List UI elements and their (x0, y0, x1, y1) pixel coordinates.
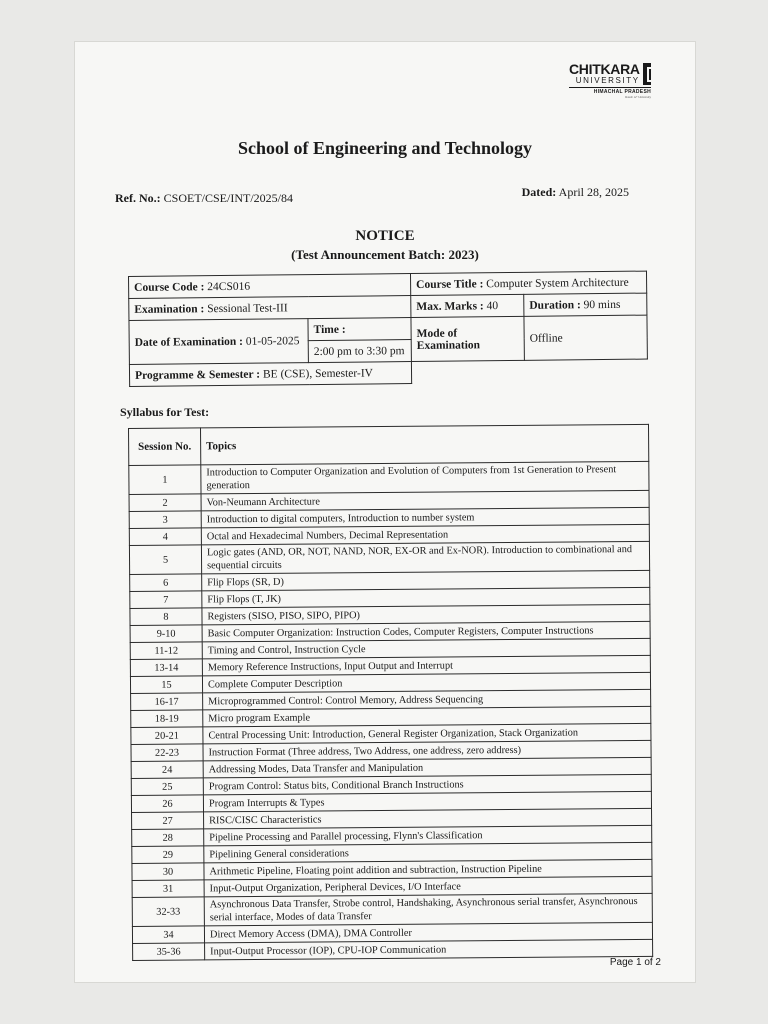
topic: RISC/CISC Characteristics (204, 808, 652, 829)
time-label-cell: Time : (308, 318, 411, 341)
session-number: 6 (130, 574, 202, 592)
session-number: 8 (130, 608, 202, 626)
time-value-cell: 2:00 pm to 3:30 pm (308, 340, 411, 363)
topic: Input-Output Processor (IOP), CPU-IOP Communication (205, 939, 653, 960)
topic: Addressing Modes, Data Transfer and Manipulation (203, 757, 651, 778)
reference-number (115, 191, 293, 206)
topic: Basic Computer Organization: Instruction Codes, Computer Registers, Computer Instructions (202, 621, 650, 642)
session-number: 20-21 (131, 727, 203, 745)
duration-cell: Duration : 90 mins (524, 293, 647, 316)
session-number: 2 (129, 494, 201, 512)
session-number: 28 (132, 829, 204, 847)
session-number: 22-23 (131, 744, 203, 762)
session-number: 31 (132, 880, 204, 898)
session-number: 13-14 (130, 659, 202, 677)
topic: Memory Reference Instructions, Input Output and Interrupt (202, 655, 650, 676)
topic: Flip Flops (T, JK) (202, 587, 650, 608)
mode-value-cell: Offline (524, 315, 647, 360)
topic: Pipelining General considerations (204, 842, 652, 863)
topic: Micro program Example (203, 706, 651, 727)
examination-cell: Examination : Sessional Test-III (129, 296, 411, 321)
topic: Introduction to digital computers, Introduction to number system (201, 507, 649, 528)
blank-cell (411, 359, 647, 383)
logo-state: HIMACHAL PRADESH (569, 87, 651, 95)
topics-header: Topics (201, 424, 649, 465)
programme-cell: Programme & Semester : BE (CSE), Semester-IV (129, 362, 411, 387)
topic: Asynchronous Data Transfer, Strobe control, Handshaking, Asynchronous serial transfer, Asynchronous serial interface, Modes of data Transfer (204, 893, 652, 926)
session-number: 25 (131, 778, 203, 796)
logo-brand: CHITKARA (569, 61, 640, 77)
session-number: 7 (130, 591, 202, 609)
course-title-cell: Course Title : Computer System Architecture (410, 271, 646, 295)
syllabus-table (128, 424, 653, 961)
ref-value: CSOET/CSE/INT/2025/84 (163, 191, 293, 205)
topic: Von-Neumann Architecture (201, 490, 649, 511)
session-header: Session No. (129, 428, 201, 466)
logo-mark-icon (643, 63, 651, 85)
notice-subtitle: (Test Announcement Batch: 2023) (291, 247, 479, 262)
notice-title: NOTICE (355, 228, 415, 244)
session-number: 34 (132, 926, 204, 944)
session-number: 18-19 (131, 710, 203, 728)
logo-university: UNIVERSITY (575, 76, 640, 85)
session-number: 4 (129, 528, 201, 546)
syllabus-body (129, 461, 653, 960)
exam-date-cell: Date of Examination : 01-05-2025 (129, 319, 308, 365)
session-number: 9-10 (130, 625, 202, 643)
topic: Instruction Format (Three address, Two Address, one address, zero address) (203, 740, 651, 761)
session-number: 11-12 (130, 642, 202, 660)
topic: Arithmetic Pipeline, Floating point addition and subtraction, Instruction Pipeline (204, 859, 652, 880)
topic: Logic gates (AND, OR, NOT, NAND, NOR, EX-OR and Ex-NOR). Introduction to combinational and sequential circuits (201, 541, 649, 574)
school-heading: School of Engineering and Technology (237, 138, 533, 158)
topic: Program Control: Status bits, Conditional Branch Instructions (203, 774, 651, 795)
topic: Registers (SISO, PISO, SIPO, PIPO) (202, 604, 650, 625)
topic: Program Interrupts & Types (203, 791, 651, 812)
topic: Flip Flops (SR, D) (202, 570, 650, 591)
topic: Octal and Hexadecimal Numbers, Decimal Representation (201, 524, 649, 545)
session-number: 16-17 (131, 693, 203, 711)
ref-label: Ref. No.: (115, 191, 161, 205)
topic: Timing and Control, Instruction Cycle (202, 638, 650, 659)
session-number: 1 (129, 465, 201, 495)
table-row (129, 461, 649, 494)
page-number: Page 1 of 2 (609, 957, 661, 968)
table-row (133, 939, 653, 960)
table-row (132, 893, 652, 926)
topic: Input-Output Organization, Peripheral Devices, I/O Interface (204, 876, 652, 897)
topic: Microprogrammed Control: Control Memory, Address Sequencing (203, 689, 651, 710)
syllabus-title: Syllabus for Test: (120, 405, 210, 419)
session-number: 29 (132, 846, 204, 864)
session-number: 27 (132, 812, 204, 830)
topic: Direct Memory Access (DMA), DMA Controller (204, 922, 652, 943)
session-number: 5 (129, 545, 201, 575)
topic: Complete Computer Description (202, 672, 650, 693)
logo-tagline: Rated: A+ University (625, 95, 651, 99)
course-code-cell: Course Code : 24CS016 (129, 274, 411, 299)
topic: Central Processing Unit: Introduction, General Register Organization, Stack Organization (203, 723, 651, 744)
topic: Pipeline Processing and Parallel processing, Flynn's Classification (204, 825, 652, 846)
session-number: 3 (129, 511, 201, 529)
session-number: 30 (132, 863, 204, 881)
dated-label: Dated: (521, 185, 557, 199)
session-number: 26 (131, 795, 203, 813)
document-page (75, 42, 695, 982)
session-number: 15 (130, 676, 202, 694)
table-row (129, 541, 649, 574)
max-marks-cell: Max. Marks : 40 (411, 294, 524, 317)
exam-info-table (128, 271, 648, 387)
session-number: 32-33 (132, 897, 204, 927)
dated-value: April 28, 2025 (558, 185, 629, 199)
mode-label-cell: Mode of Examination (411, 316, 524, 361)
session-number: 24 (131, 761, 203, 779)
notice-date (522, 185, 629, 200)
session-number: 35-36 (133, 943, 205, 961)
university-logo (569, 62, 651, 99)
topic: Introduction to Computer Organization and Evolution of Computers from 1st Generation to Present generation (201, 461, 649, 494)
